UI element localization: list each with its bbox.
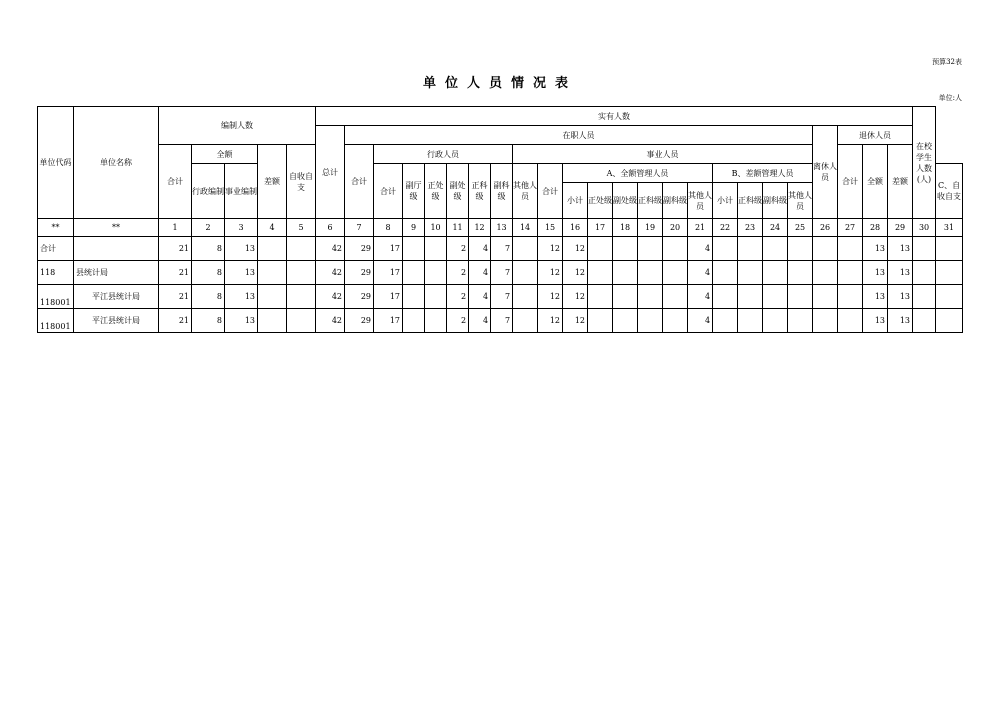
- value-cell: 4: [469, 261, 491, 285]
- table-row: [38, 237, 963, 261]
- value-cell: [936, 309, 963, 333]
- header-xz-zheng-ke: 正科级: [469, 164, 491, 219]
- value-cell: [613, 309, 638, 333]
- header-b-chae: B、差额管理人员: [713, 164, 813, 183]
- header-zaizhi: 在职人员: [345, 126, 813, 145]
- value-cell: [788, 261, 813, 285]
- value-cell: [258, 309, 287, 333]
- value-cell: [403, 261, 425, 285]
- value-cell: [838, 285, 863, 309]
- column-index-cell: **: [74, 219, 159, 237]
- header-a-zheng-ke: 正科级: [638, 183, 663, 219]
- header-xz-heji: 合计: [374, 164, 403, 219]
- header-xz-fu-ting: 副厅级: [403, 164, 425, 219]
- value-cell: [513, 261, 538, 285]
- unit-name-cell: 县统计局: [74, 261, 159, 285]
- value-cell: [588, 285, 613, 309]
- value-cell: 21: [159, 237, 192, 261]
- value-cell: [287, 285, 316, 309]
- header-tuixiu-quane: 全额: [863, 145, 888, 219]
- value-cell: 13: [225, 237, 258, 261]
- value-cell: 29: [345, 285, 374, 309]
- value-cell: [788, 285, 813, 309]
- column-index-cell: 12: [469, 219, 491, 237]
- value-cell: [513, 237, 538, 261]
- value-cell: 29: [345, 237, 374, 261]
- column-index-row: [38, 219, 963, 237]
- value-cell: 7: [491, 285, 513, 309]
- header-unit-code: 单位代码: [38, 107, 74, 219]
- header-a-zheng-chu: 正处级: [588, 183, 613, 219]
- value-cell: [663, 285, 688, 309]
- header-a-fu-chu: 副处级: [613, 183, 638, 219]
- value-cell: [638, 285, 663, 309]
- value-cell: [663, 237, 688, 261]
- value-cell: [913, 309, 936, 333]
- value-cell: 12: [563, 261, 588, 285]
- unit-name-cell: [74, 237, 159, 261]
- header-tuixiu: 退休人员: [838, 126, 913, 145]
- header-tuixiu-heji: 合计: [838, 145, 863, 219]
- page-title: 单位人员情况表: [422, 76, 577, 91]
- column-index-cell: 1: [159, 219, 192, 237]
- value-cell: [713, 261, 738, 285]
- value-cell: [403, 285, 425, 309]
- header-zishou: 自收自支: [287, 145, 316, 219]
- column-index-cell: 2: [192, 219, 225, 237]
- value-cell: [738, 261, 763, 285]
- value-cell: 21: [159, 285, 192, 309]
- value-cell: [403, 237, 425, 261]
- header-shiyou: 实有人数: [316, 107, 913, 126]
- value-cell: 12: [563, 309, 588, 333]
- value-cell: [425, 261, 447, 285]
- column-index-cell: 9: [403, 219, 425, 237]
- header-zongji: 总计: [316, 126, 345, 219]
- value-cell: [638, 309, 663, 333]
- value-cell: [813, 309, 838, 333]
- value-cell: [713, 237, 738, 261]
- value-cell: [763, 261, 788, 285]
- column-index-cell: **: [38, 219, 74, 237]
- value-cell: 42: [316, 285, 345, 309]
- value-cell: 13: [225, 309, 258, 333]
- value-cell: 17: [374, 237, 403, 261]
- value-cell: 13: [863, 261, 888, 285]
- column-index-cell: 13: [491, 219, 513, 237]
- header-b-fu-ke: 副科级: [763, 183, 788, 219]
- column-index-cell: 18: [613, 219, 638, 237]
- value-cell: [663, 261, 688, 285]
- value-cell: [838, 237, 863, 261]
- header-xingzheng-bianzhi: 行政编制: [192, 164, 225, 219]
- value-cell: [513, 285, 538, 309]
- value-cell: [613, 261, 638, 285]
- header-a-qita: 其他人员: [688, 183, 713, 219]
- value-cell: 2: [447, 285, 469, 309]
- column-index-cell: 23: [738, 219, 763, 237]
- value-cell: [258, 285, 287, 309]
- value-cell: [763, 237, 788, 261]
- value-cell: 13: [888, 237, 913, 261]
- unit-code-cell: 118: [38, 261, 74, 285]
- header-b-xiaoji: 小计: [713, 183, 738, 219]
- value-cell: 13: [225, 285, 258, 309]
- column-index-cell: 8: [374, 219, 403, 237]
- value-cell: [613, 237, 638, 261]
- value-cell: 13: [888, 285, 913, 309]
- value-cell: 13: [863, 309, 888, 333]
- column-index-cell: 11: [447, 219, 469, 237]
- value-cell: [425, 309, 447, 333]
- header-zaizhi-heji: 合计: [345, 145, 374, 219]
- column-index-cell: 26: [813, 219, 838, 237]
- value-cell: 4: [688, 285, 713, 309]
- value-cell: 2: [447, 261, 469, 285]
- header-unit-name: 单位名称: [74, 107, 159, 219]
- column-index-cell: 24: [763, 219, 788, 237]
- header-shiye-renyuan: 事业人员: [513, 145, 813, 164]
- value-cell: 21: [159, 309, 192, 333]
- header-a-fu-ke: 副科级: [663, 183, 688, 219]
- column-index-cell: 28: [863, 219, 888, 237]
- value-cell: 12: [563, 285, 588, 309]
- value-cell: 42: [316, 237, 345, 261]
- value-cell: [287, 309, 316, 333]
- header-c-zishou: C、自收自支: [936, 164, 963, 219]
- value-cell: [738, 309, 763, 333]
- header-quane: 全额: [192, 145, 258, 164]
- column-index-cell: 21: [688, 219, 713, 237]
- value-cell: [663, 309, 688, 333]
- value-cell: 2: [447, 309, 469, 333]
- value-cell: [588, 309, 613, 333]
- value-cell: 12: [538, 237, 563, 261]
- value-cell: 21: [159, 261, 192, 285]
- value-cell: 7: [491, 261, 513, 285]
- value-cell: [813, 261, 838, 285]
- value-cell: [936, 261, 963, 285]
- column-index-cell: 25: [788, 219, 813, 237]
- unit-label: 单位:人: [938, 94, 962, 102]
- column-index-cell: 16: [563, 219, 588, 237]
- value-cell: 13: [888, 261, 913, 285]
- table-row: [38, 285, 963, 309]
- header-chae: 差额: [258, 145, 287, 219]
- value-cell: 29: [345, 309, 374, 333]
- column-index-cell: 27: [838, 219, 863, 237]
- header-a-xiaoji: 小计: [563, 183, 588, 219]
- value-cell: 4: [688, 261, 713, 285]
- column-index-cell: 20: [663, 219, 688, 237]
- column-index-cell: 19: [638, 219, 663, 237]
- table-row: [38, 309, 963, 333]
- table-row: [38, 261, 963, 285]
- unit-code-cell: 118001: [38, 285, 74, 309]
- header-sy-heji: 合计: [538, 164, 563, 219]
- value-cell: 17: [374, 309, 403, 333]
- header-xz-fu-ke: 副科级: [491, 164, 513, 219]
- value-cell: [913, 237, 936, 261]
- form-number: 预算32表: [932, 58, 962, 66]
- header-zaixiao: 在校学生人数(人): [913, 107, 936, 219]
- value-cell: 12: [538, 285, 563, 309]
- header-shiye-bianzhi: 事业编制: [225, 164, 258, 219]
- value-cell: [287, 237, 316, 261]
- value-cell: [425, 237, 447, 261]
- column-index-cell: 29: [888, 219, 913, 237]
- value-cell: 4: [688, 237, 713, 261]
- value-cell: 42: [316, 261, 345, 285]
- value-cell: [258, 237, 287, 261]
- value-cell: 13: [863, 237, 888, 261]
- value-cell: 17: [374, 261, 403, 285]
- value-cell: 4: [688, 309, 713, 333]
- column-index-cell: 30: [913, 219, 936, 237]
- header-bianzhi: 编制人数: [159, 107, 316, 145]
- header-lixiu: 离休人员: [813, 126, 838, 219]
- unit-name-cell: 平江县统计局: [74, 285, 159, 309]
- value-cell: [403, 309, 425, 333]
- unit-code-cell: 118001: [38, 309, 74, 333]
- value-cell: [287, 261, 316, 285]
- value-cell: [838, 309, 863, 333]
- value-cell: 13: [863, 285, 888, 309]
- column-index-cell: 31: [936, 219, 963, 237]
- value-cell: 8: [192, 237, 225, 261]
- value-cell: 4: [469, 285, 491, 309]
- header-a-quane: A、全额管理人员: [563, 164, 713, 183]
- header-xz-qita: 其他人员: [513, 164, 538, 219]
- value-cell: 8: [192, 285, 225, 309]
- value-cell: [813, 237, 838, 261]
- value-cell: [713, 285, 738, 309]
- value-cell: 4: [469, 237, 491, 261]
- value-cell: 17: [374, 285, 403, 309]
- value-cell: 42: [316, 309, 345, 333]
- value-cell: 13: [888, 309, 913, 333]
- value-cell: [763, 309, 788, 333]
- column-index-cell: 3: [225, 219, 258, 237]
- column-index-cell: 5: [287, 219, 316, 237]
- value-cell: 13: [225, 261, 258, 285]
- value-cell: [513, 309, 538, 333]
- value-cell: 7: [491, 309, 513, 333]
- value-cell: [763, 285, 788, 309]
- header-xingzheng-renyuan: 行政人员: [374, 145, 513, 164]
- value-cell: 8: [192, 309, 225, 333]
- value-cell: [788, 237, 813, 261]
- value-cell: 2: [447, 237, 469, 261]
- column-index-cell: 4: [258, 219, 287, 237]
- column-index-cell: 17: [588, 219, 613, 237]
- value-cell: [588, 237, 613, 261]
- value-cell: [913, 261, 936, 285]
- value-cell: 8: [192, 261, 225, 285]
- header-b-zheng-ke: 正科级: [738, 183, 763, 219]
- value-cell: [425, 285, 447, 309]
- value-cell: [258, 261, 287, 285]
- value-cell: [638, 237, 663, 261]
- value-cell: 7: [491, 237, 513, 261]
- value-cell: [913, 285, 936, 309]
- header-b-qita: 其他人员: [788, 183, 813, 219]
- column-index-cell: 14: [513, 219, 538, 237]
- value-cell: [713, 309, 738, 333]
- column-index-cell: 10: [425, 219, 447, 237]
- value-cell: 29: [345, 261, 374, 285]
- personnel-table: [37, 106, 963, 333]
- value-cell: [838, 261, 863, 285]
- column-index-cell: 15: [538, 219, 563, 237]
- value-cell: [738, 285, 763, 309]
- value-cell: 12: [538, 309, 563, 333]
- unit-code-cell: 合计: [38, 237, 74, 261]
- value-cell: [613, 285, 638, 309]
- column-index-cell: 6: [316, 219, 345, 237]
- header-xz-fu-chu: 副处级: [447, 164, 469, 219]
- header-xz-zheng-chu: 正处级: [425, 164, 447, 219]
- value-cell: [788, 309, 813, 333]
- value-cell: 4: [469, 309, 491, 333]
- header-bianzhi-heji: 合计: [159, 145, 192, 219]
- value-cell: [813, 285, 838, 309]
- column-index-cell: 22: [713, 219, 738, 237]
- value-cell: [588, 261, 613, 285]
- column-index-cell: 7: [345, 219, 374, 237]
- value-cell: [936, 237, 963, 261]
- value-cell: [936, 285, 963, 309]
- value-cell: [638, 261, 663, 285]
- value-cell: 12: [538, 261, 563, 285]
- header-tuixiu-chae: 差额: [888, 145, 913, 219]
- value-cell: 12: [563, 237, 588, 261]
- value-cell: [738, 237, 763, 261]
- unit-name-cell: 平江县统计局: [74, 309, 159, 333]
